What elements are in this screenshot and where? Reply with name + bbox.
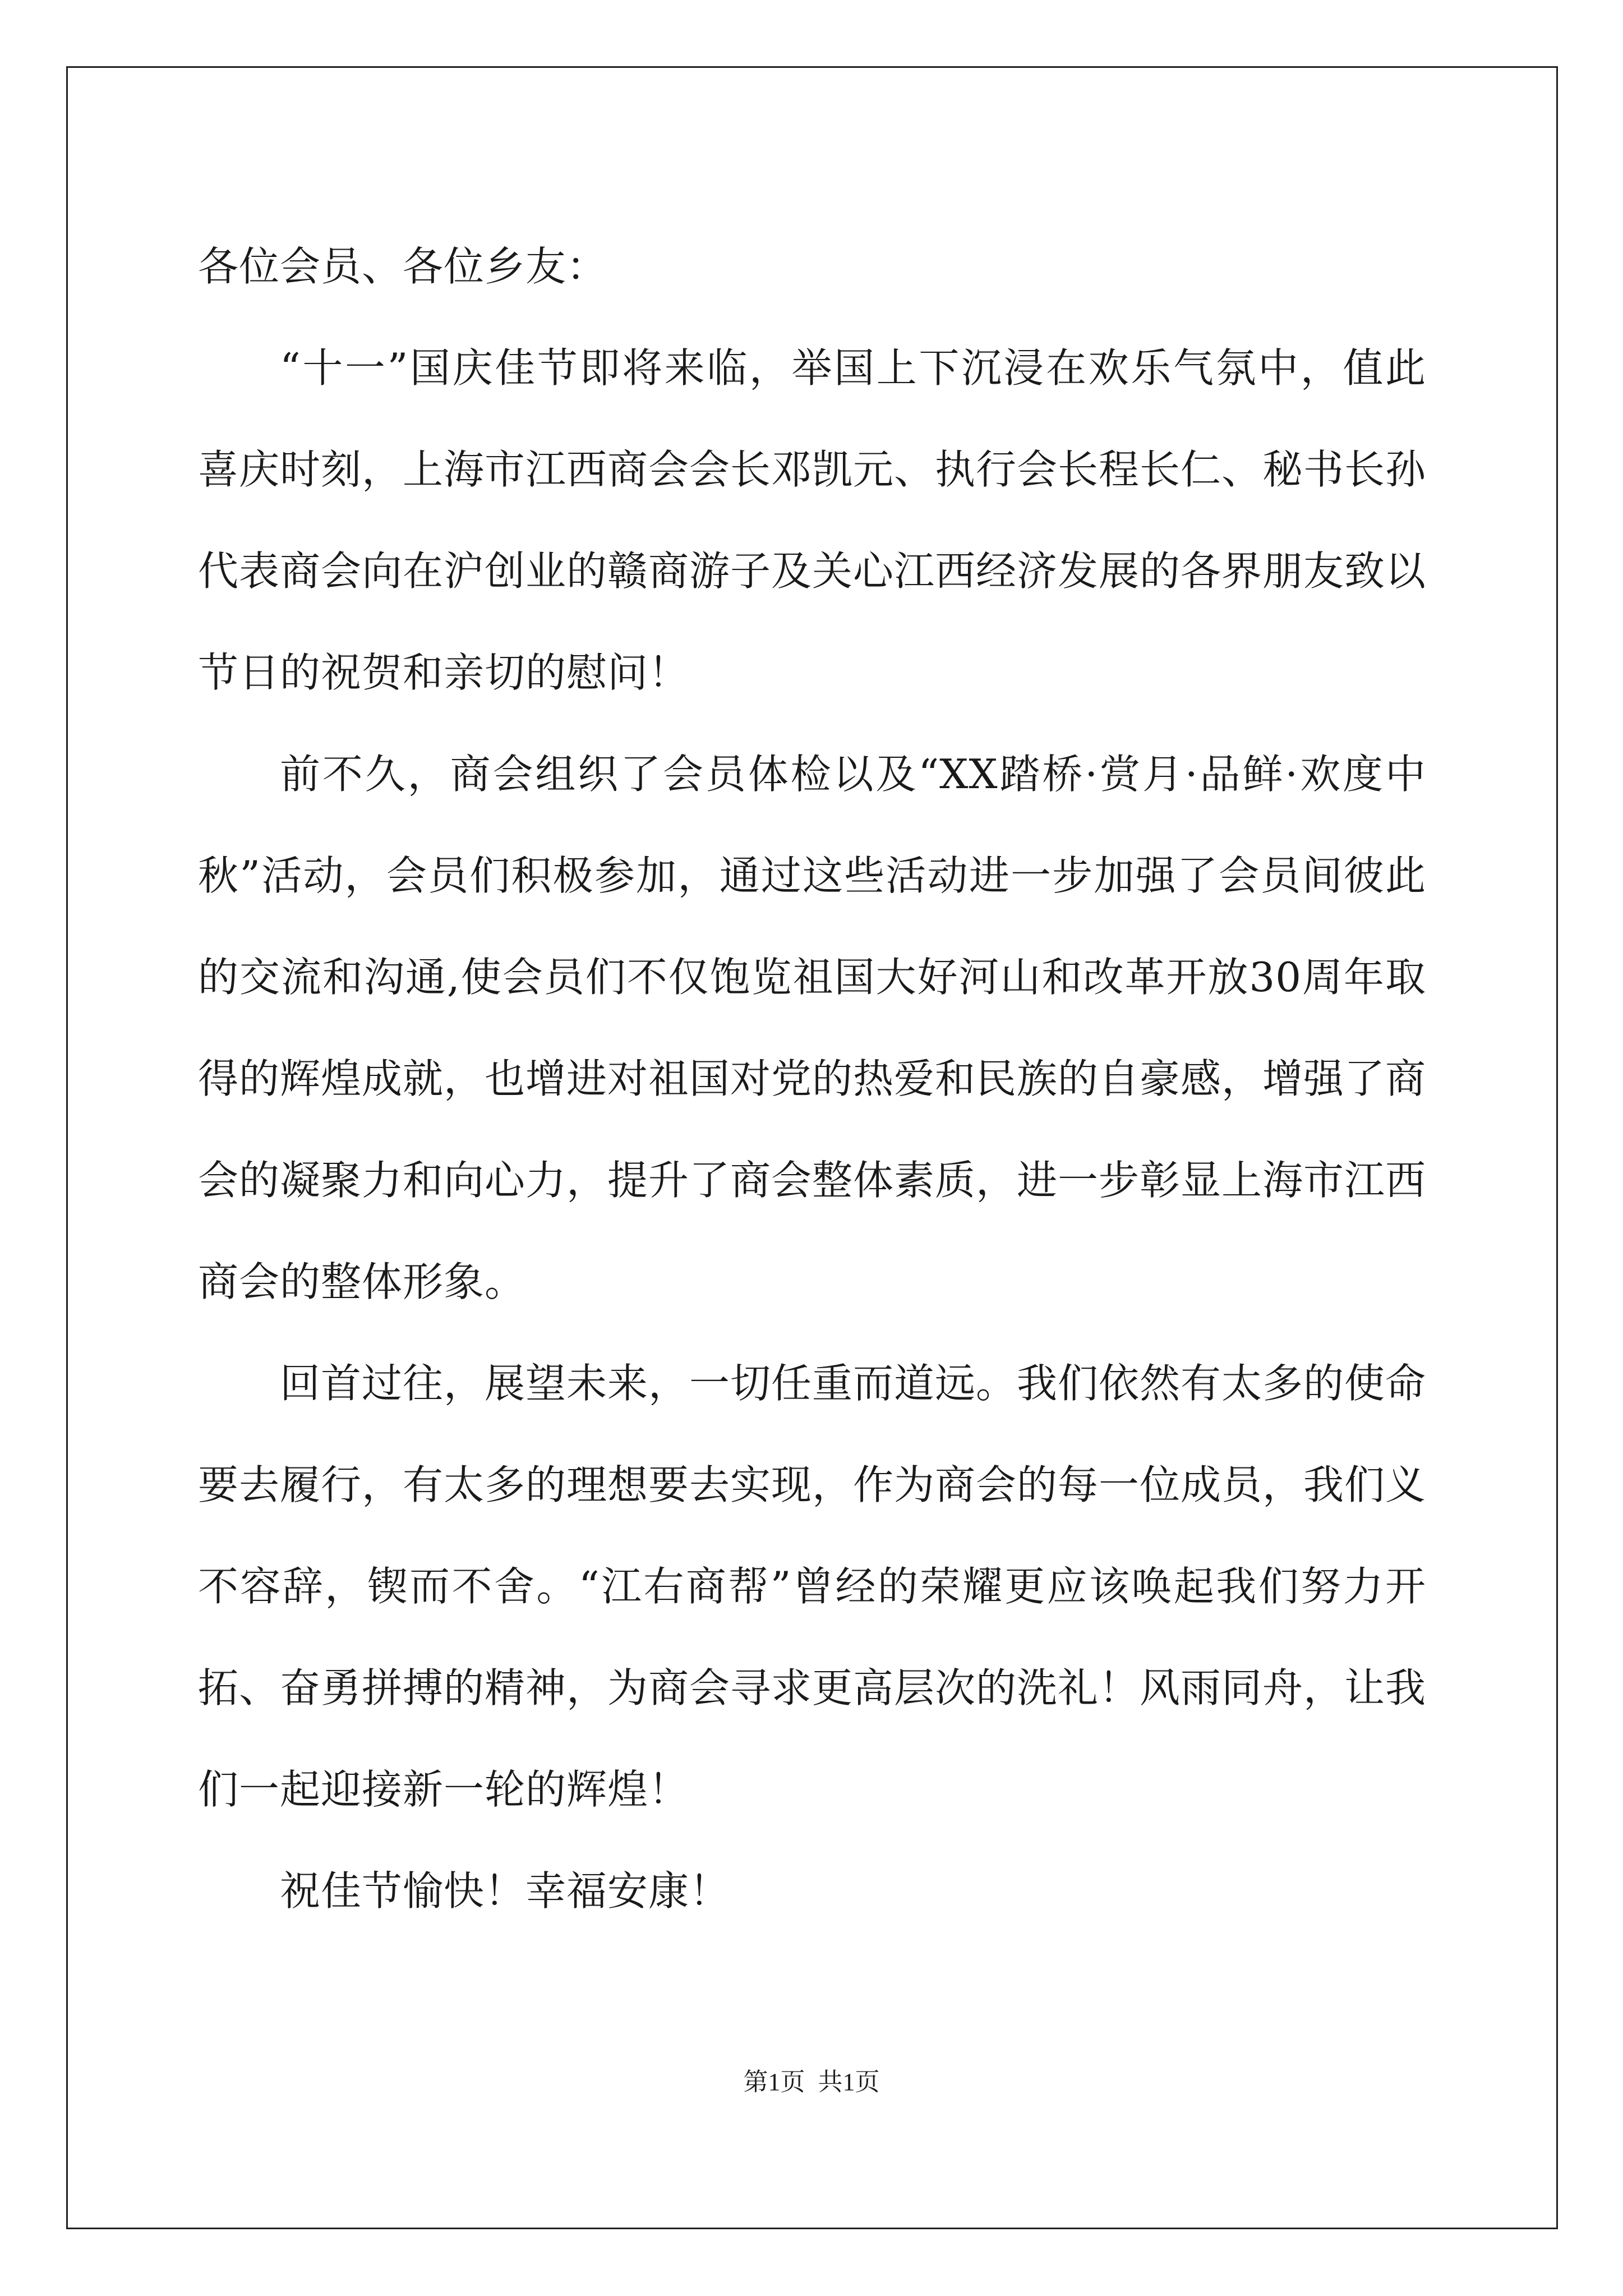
document-body [198,216,1426,1942]
page-total: 共1页 [818,2068,880,2096]
paragraph-activities: 前不久，商会组织了会员体检以及“XX踏桥·赏月·品鲜·欢度中秋”活动，会员们积极参加，通过这些活动进一步加强了会员间彼此的交流和沟通,使会员们不仅饱览祖国大好河山和改革开放30周年取得的辉煌成就，也增进对祖国对党的热爱和民族的自豪感，增强了商会的凝聚力和向心力，提升了商会整体素质，进一步彰显上海市江西商会的整体形象。 [198,751,1427,1305]
page-number: 第1页 [743,2068,805,2096]
paragraph-closing-wish: 祝佳节愉快！幸福安康！ [280,1867,731,1915]
paragraph-holiday-greeting: “十一”国庆佳节即将来临，举国上下沉浸在欢乐气氛中，值此喜庆时刻，上海市江西商会会长邓凯元、执行会长程长仁、秘书长孙代表商会向在沪创业的赣商游子及关心江西经济发展的各界朋友致以节日的祝贺和亲切的慰问！ [198,344,1427,696]
greeting: 各位会员、各位乡友： [198,243,608,290]
page-footer [0,2065,1623,2099]
paragraph-outlook: 回首过往，展望未来，一切任重而道远。我们依然有太多的使命要去履行，有太多的理想要去实现，作为商会的每一位成员，我们义不容辞，锲而不舍。“江右商帮”曾经的荣耀更应该唤起我们努力开拓、奋勇拼搏的精神，为商会寻求更高层次的洗礼！风雨同舟，让我们一起迎接新一轮的辉煌！ [198,1360,1427,1813]
